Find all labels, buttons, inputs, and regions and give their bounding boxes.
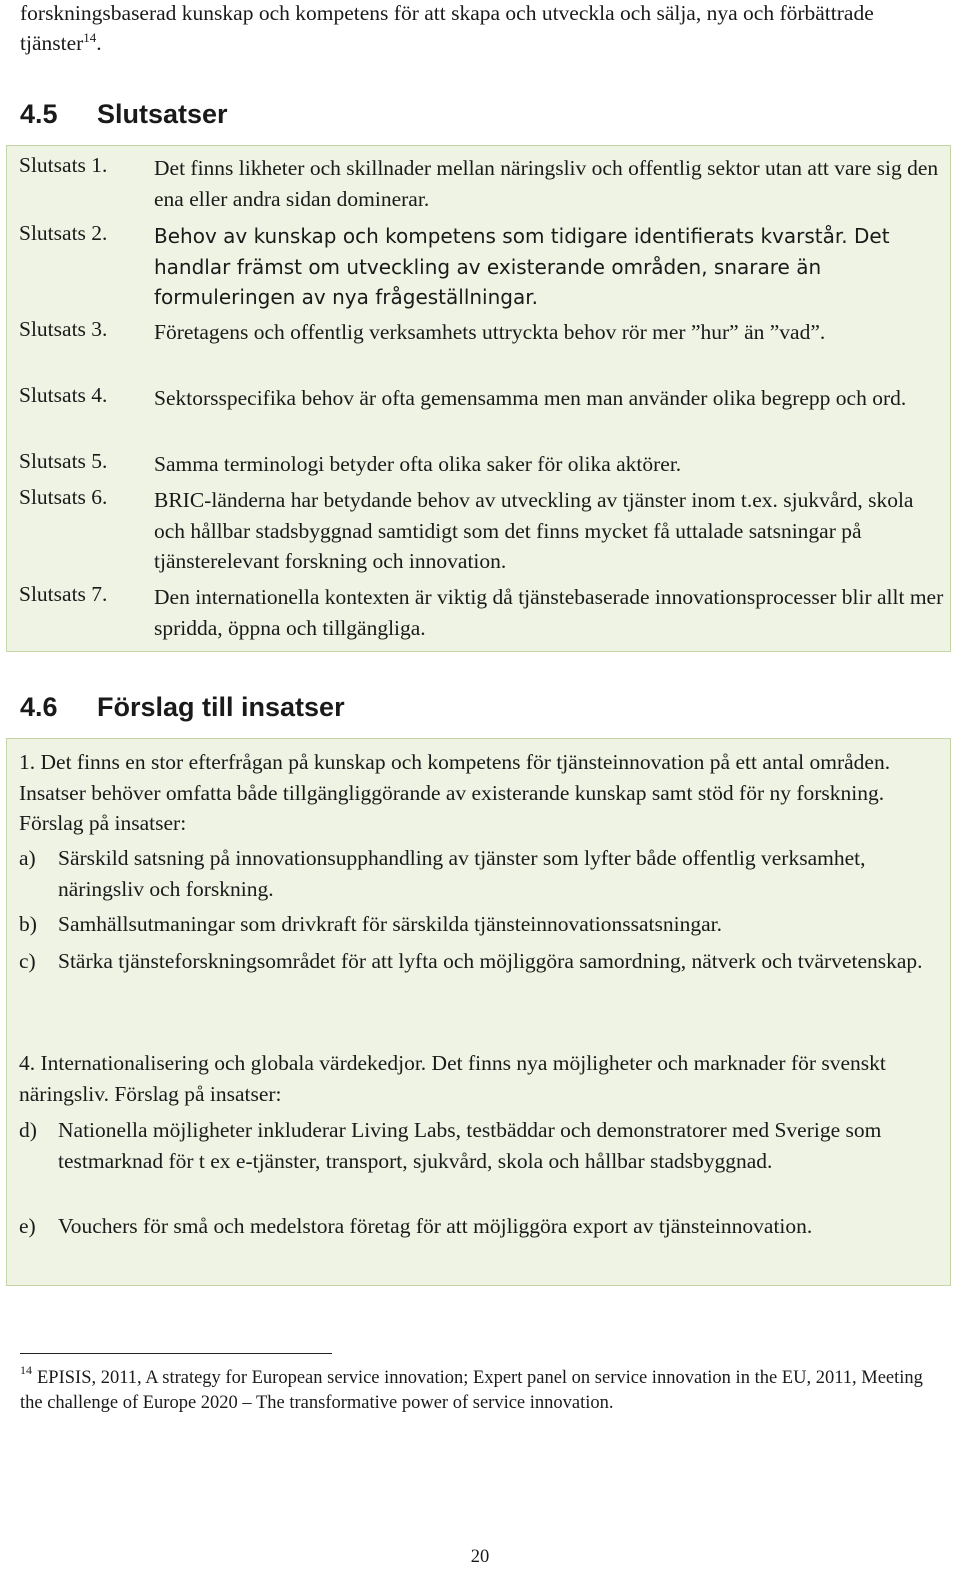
- intro-paragraph: [20, 0, 945, 58]
- section-number: 4.5: [20, 99, 58, 129]
- conclusion-text: Sektorsspecifika behov är ofta gemensamma men man använder olika begrepp och ord.: [154, 386, 907, 410]
- conclusion-text: Det finns likheter och skillnader mellan näringsliv och offentlig sektor utan att vare sig den ena eller andra sidan dominerar.: [154, 156, 939, 211]
- conclusion-text: BRIC-länderna har betydande behov av utveckling av tjänster inom t.ex. sjukvård, skola och hållbar stadsbyggnad samtidigt som det finns mycket få uttalade satsningar på tjänsterelevant forskning och innovation.: [154, 488, 914, 573]
- proposal-paragraph-1: 1. Det finns en stor efterfrågan på kunskap och kompetens för tjänsteinnovation på ett antal områden. Insatser behöver omfatta både tillgängliggörande av existerande kunskap samt stöd för ny forskning. Förslag på insatser:: [19, 750, 891, 835]
- page-number: 20: [470, 1547, 490, 1567]
- conclusion-text: Behov av kunskap och kompetens som tidigare identifierats kvarstår. Det handlar främst om utveckling av existerande områden, snarare än formuleringen av nya frågeställningar.: [154, 224, 890, 309]
- conclusion-label: Slutsats 1.: [19, 153, 108, 177]
- section-number: 4.6: [20, 692, 58, 722]
- conclusion-text: Den internationella kontexten är viktig då tjänstebaserade innovationsprocesser blir allt mer spridda, öppna och tillgängliga.: [154, 585, 944, 640]
- footnote-reference[interactable]: 14: [83, 30, 97, 45]
- conclusion-label: Slutsats 6.: [19, 485, 108, 509]
- conclusion-label: Slutsats 3.: [19, 317, 108, 341]
- proposal-text: Samhällsutmaningar som drivkraft för särskilda tjänsteinnovationssatsningar.: [58, 912, 722, 936]
- intro-end: .: [96, 31, 102, 55]
- proposal-letter: e): [19, 1214, 36, 1238]
- section-title: Slutsatser: [97, 99, 228, 129]
- proposal-letter: b): [19, 912, 37, 936]
- proposal-letter: d): [19, 1118, 37, 1142]
- section-heading-4-5: [20, 97, 228, 131]
- section-heading-4-6: [20, 690, 345, 724]
- conclusion-text: Företagens och offentlig verksamhets uttryckta behov rör mer ”hur” än ”vad”.: [154, 320, 826, 344]
- proposal-paragraph-4: 4. Internationalisering och globala värdekedjor. Det finns nya möjligheter och marknader för svenskt näringsliv. Förslag på insatser:: [19, 1051, 886, 1106]
- conclusion-label: Slutsats 5.: [19, 449, 108, 473]
- proposal-text: Stärka tjänsteforskningsområdet för att lyfta och möjliggöra samordning, nätverk och tvärvetenskap.: [58, 949, 923, 973]
- footnote-divider: [20, 1353, 332, 1354]
- intro-text: forskningsbaserad kunskap och kompetens för att skapa och utveckla och sälja, nya och förbättrade tjänster: [20, 1, 874, 55]
- proposal-text: Särskild satsning på innovationsupphandling av tjänster som lyfter både offentlig verksamhet, näringsliv och forskning.: [58, 846, 866, 901]
- conclusion-label: Slutsats 2.: [19, 221, 108, 245]
- conclusion-label: Slutsats 4.: [19, 383, 108, 407]
- section-title: Förslag till insatser: [97, 692, 345, 722]
- proposal-letter: a): [19, 846, 36, 870]
- footnote-text: EPISIS, 2011, A strategy for European service innovation; Expert panel on service innovation in the EU, 2011, Meeting the challenge of Europe 2020 – The transformative power of service innovation.: [20, 1368, 923, 1413]
- conclusion-text: Samma terminologi betyder ofta olika saker för olika aktörer.: [154, 452, 682, 476]
- proposal-text: Nationella möjligheter inkluderar Living Labs, testbäddar och demonstratorer med Sverige som testmarknad för t ex e-tjänster, transport, sjukvård, skola och hållbar stadsbyggnad.: [58, 1118, 882, 1173]
- footnote: [20, 1363, 940, 1416]
- proposal-letter: c): [19, 949, 36, 973]
- conclusion-label: Slutsats 7.: [19, 582, 108, 606]
- footnote-number: 14: [20, 1363, 32, 1377]
- proposal-text: Vouchers för små och medelstora företag för att möjliggöra export av tjänsteinnovation.: [58, 1214, 813, 1238]
